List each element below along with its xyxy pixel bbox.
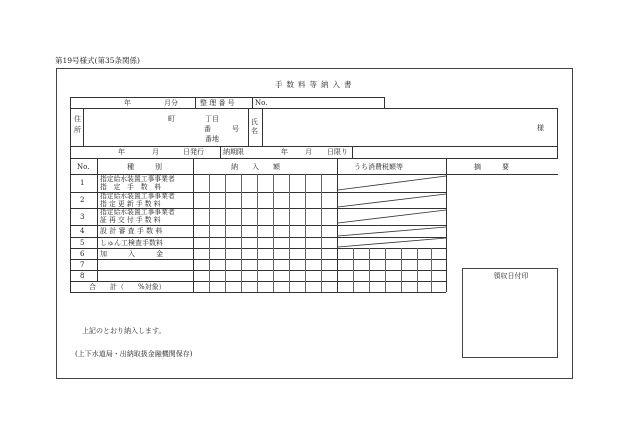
row-type-line2: 証 再 交 付 手 数 料 (100, 216, 161, 224)
col-header-no: No. (77, 163, 90, 171)
row-no: 7 (80, 261, 85, 269)
issue-year-label: 年 (118, 148, 125, 156)
row-type-line2: 指 定 更 新 手 数 料 (100, 200, 161, 208)
issue-day-label: 日発行 (183, 148, 204, 156)
row-no: 1 (80, 179, 85, 187)
row-type-line1: 加 入 金 (100, 250, 163, 258)
col-header-tax: うち消費税額等 (354, 163, 403, 171)
row-no: 4 (80, 227, 85, 235)
row-type-line2: 指 定 手 数 料 (100, 183, 162, 191)
chome-label: 丁目 (205, 115, 219, 123)
col-header-type: 種 別 (127, 163, 162, 171)
row-no: 5 (80, 239, 85, 247)
go-label: 号 (232, 125, 239, 133)
ban-label: 番 (204, 125, 211, 133)
issue-month-label: 月 (152, 148, 159, 156)
reference-number-label: 整 理 番 号 (200, 99, 235, 107)
header-no-label: No. (255, 99, 268, 107)
honorific-label: 様 (537, 124, 544, 132)
receipt-stamp-box (462, 268, 558, 358)
due-date-label: 納期限 (223, 148, 244, 156)
row-type-line1: 指定給水装置工事事業者 (100, 208, 175, 216)
footer-note: (上下水道局・出納取扱金融機関保存) (75, 350, 193, 358)
submission-statement: 上記のとおり納入します。 (82, 327, 166, 335)
col-header-amount: 納 入 額 (231, 163, 280, 171)
town-label: 町 (168, 115, 175, 123)
row-no: 2 (80, 196, 85, 204)
row-type-line1: 指定給水装置工事事業者 (100, 192, 175, 200)
address-label: 住所 (74, 115, 81, 134)
row-no: 6 (80, 250, 85, 258)
due-year-label: 年 (281, 148, 288, 156)
due-day-label: 日限り (327, 148, 348, 156)
header-year-label: 年 (124, 99, 131, 107)
row-type-line1: しゅん工検査手数料 (100, 239, 163, 247)
banchi-label: 番地 (205, 135, 219, 143)
name-label: 氏名 (251, 118, 258, 135)
col-header-remarks: 摘 要 (474, 163, 509, 171)
form-number: 第19号様式(第35条関係) (55, 56, 140, 65)
due-month-label: 月 (305, 148, 312, 156)
row-no: 3 (80, 213, 85, 221)
form-title: 手数料等納入書 (275, 80, 356, 89)
header-month-portion-label: 月分 (164, 99, 178, 107)
receipt-stamp-label: 領収日付印 (493, 272, 529, 280)
total-label: 合 計（ %対象） (89, 283, 166, 291)
row-no: 8 (80, 272, 85, 280)
row-type-line1: 設 計 審 査 手 数 料 (100, 227, 163, 235)
row-type-line1: 指定給水装置工事事業者 (100, 175, 175, 183)
